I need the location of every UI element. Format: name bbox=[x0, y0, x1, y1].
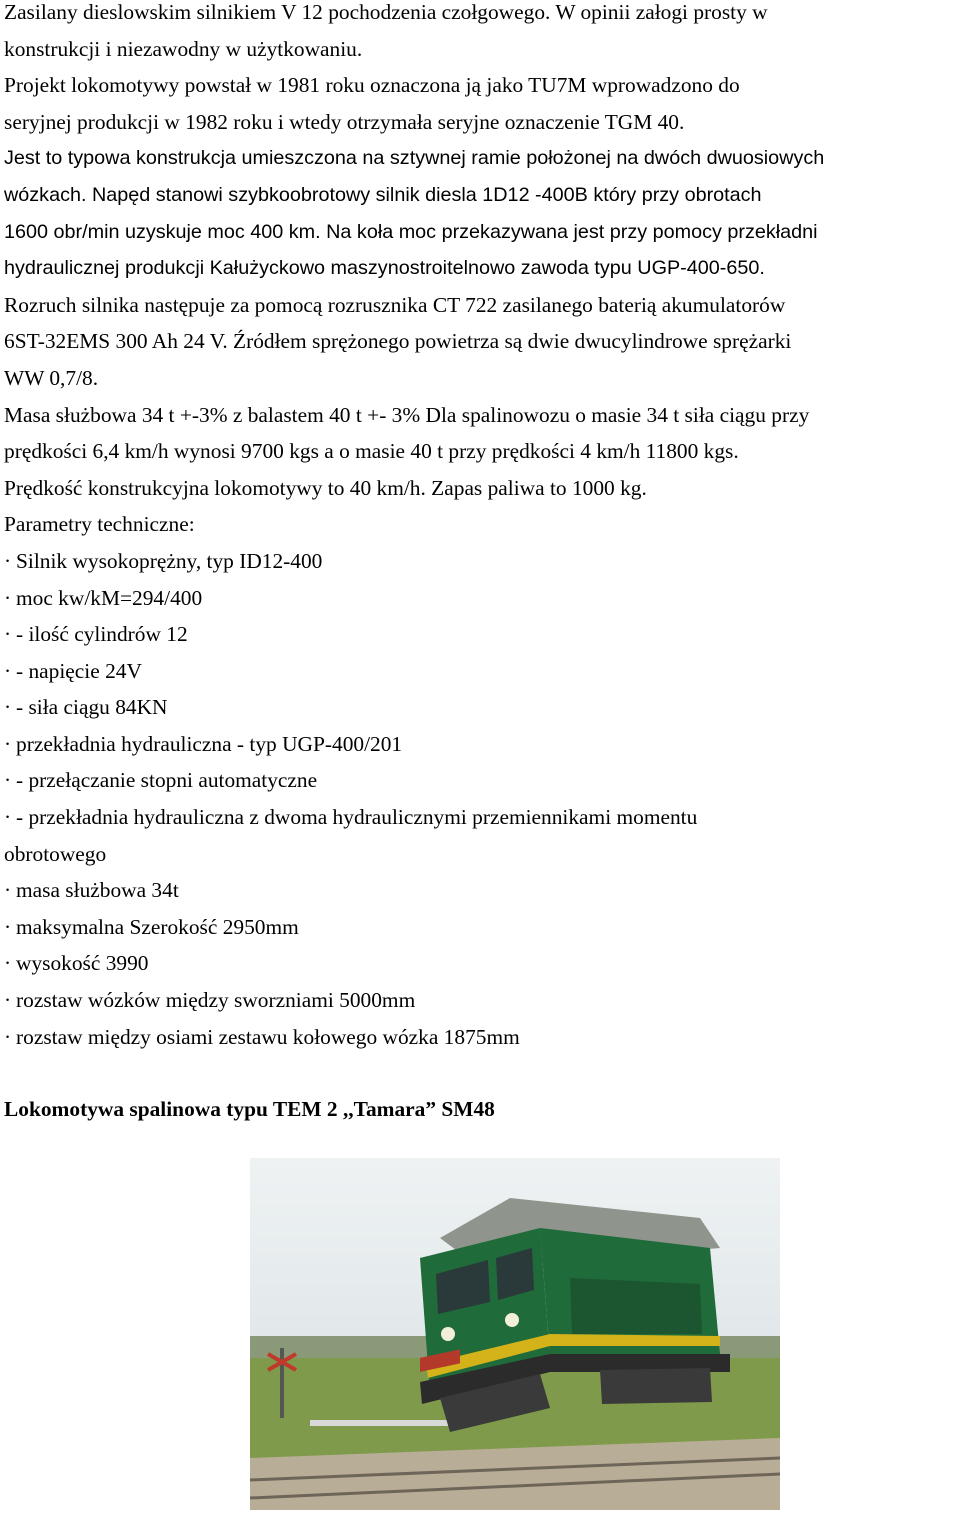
bullet-icon: · bbox=[4, 585, 12, 610]
list-item bbox=[4, 762, 956, 799]
bullet-icon: · bbox=[4, 1024, 12, 1049]
list-item-text: - napięcie 24V bbox=[16, 658, 142, 683]
list-item bbox=[4, 616, 956, 653]
bullet-icon: · bbox=[4, 988, 12, 1013]
list-item-continuation: obrotowego bbox=[4, 841, 107, 866]
hood-vents bbox=[570, 1278, 702, 1334]
bullet-icon: · bbox=[4, 951, 12, 976]
bogie bbox=[600, 1368, 712, 1404]
bullet-icon: · bbox=[4, 768, 12, 793]
locomotive-photo bbox=[250, 1158, 780, 1510]
list-item-text: - przekładnia hydrauliczna z dwoma hydraulicznymi przemiennikami momentu bbox=[16, 805, 698, 830]
text-line: wózkach. Napęd stanowi szybkoobrotowy silnik diesla 1D12 -400B który przy obrotach bbox=[4, 183, 762, 206]
list-item-text: masa służbowa 34t bbox=[16, 878, 179, 903]
text-line: Rozruch silnika następuje za pomocą rozrusznika CT 722 zasilanego baterią akumulatorów bbox=[4, 292, 786, 317]
text-line: hydraulicznej produkcji Kałużyckowo maszynostroitelnowo zawoda typu UGP-400-650. bbox=[4, 257, 765, 280]
list-item-text: maksymalna Szerokość 2950mm bbox=[16, 914, 299, 939]
bullet-icon: · bbox=[4, 658, 12, 683]
text-line: konstrukcji i niezawodny w użytkowaniu. bbox=[4, 36, 363, 61]
text-line: prędkości 6,4 km/h wynosi 9700 kgs a o masie 40 t przy prędkości 4 km/h 11800 kgs. bbox=[4, 439, 739, 464]
list-item bbox=[4, 799, 956, 836]
text-line: Jest to typowa konstrukcja umieszczona na sztywnej ramie położonej na dwóch dwuosiowych bbox=[4, 147, 825, 170]
list-item bbox=[4, 982, 956, 1019]
text-line: WW 0,7/8. bbox=[4, 365, 99, 390]
bullet-icon: · bbox=[4, 878, 12, 903]
text-line: Prędkość konstrukcyjna lokomotywy to 40 km/h. Zapas paliwa to 1000 kg. bbox=[4, 475, 647, 500]
headlight bbox=[505, 1313, 519, 1327]
bullet-icon: · bbox=[4, 805, 12, 830]
bullet-icon: · bbox=[4, 695, 12, 720]
text-line: seryjnej produkcji w 1982 roku i wtedy otrzymała seryjne oznaczenie TGM 40. bbox=[4, 109, 685, 134]
list-item-text: rozstaw między osiami zestawu kołowego wózka 1875mm bbox=[16, 1024, 520, 1049]
text-line: 1600 obr/min uzyskuje moc 400 km. Na koła moc przekazywana jest przy pomocy przekładni bbox=[4, 220, 818, 243]
list-item bbox=[4, 726, 956, 763]
bullet-icon: · bbox=[4, 548, 12, 573]
list-item-text: rozstaw wózków między sworzniami 5000mm bbox=[16, 988, 416, 1013]
list-item bbox=[4, 653, 956, 690]
list-item bbox=[4, 945, 956, 982]
bullet-icon: · bbox=[4, 914, 12, 939]
bullet-icon: · bbox=[4, 731, 12, 756]
spacer bbox=[4, 1055, 956, 1091]
sign-post bbox=[280, 1348, 284, 1418]
list-item-text: - siła ciągu 84KN bbox=[16, 695, 168, 720]
text-line: Zasilany dieslowskim silnikiem V 12 pochodzenia czołgowego. W opinii załogi prosty w bbox=[4, 0, 768, 24]
parameter-list bbox=[4, 543, 956, 1055]
list-item bbox=[4, 909, 956, 946]
headlight bbox=[441, 1327, 455, 1341]
bullet-icon: · bbox=[4, 622, 12, 647]
section-heading: Lokomotywa spalinowa typu TEM 2 ,,Tamara” SM48 bbox=[4, 1097, 495, 1122]
barrier bbox=[310, 1420, 460, 1426]
text-line: 6ST-32EMS 300 Ah 24 V. Źródłem sprężonego powietrza są dwie dwucylindrowe sprężarki bbox=[4, 329, 792, 354]
list-item-text: - ilość cylindrów 12 bbox=[16, 622, 188, 647]
text-line: Projekt lokomotywy powstał w 1981 roku oznaczona ją jako TU7M wprowadzono do bbox=[4, 73, 740, 98]
list-item bbox=[4, 543, 956, 580]
document-page bbox=[4, 0, 956, 1128]
list-item bbox=[4, 689, 956, 726]
list-item bbox=[4, 872, 956, 909]
list-item bbox=[4, 1019, 956, 1056]
list-item-text: moc kw/kM=294/400 bbox=[16, 585, 203, 610]
list-item-text: przekładnia hydrauliczna - typ UGP-400/201 bbox=[16, 731, 403, 756]
section-label: Parametry techniczne: bbox=[4, 512, 195, 537]
list-item-text: Silnik wysokoprężny, typ ID12-400 bbox=[16, 548, 323, 573]
text-line: Masa służbowa 34 t +-3% z balastem 40 t +- 3% Dla spalinowozu o masie 34 t siła ciągu przy bbox=[4, 402, 810, 427]
body-text bbox=[4, 0, 956, 543]
list-item-text: - przełączanie stopni automatyczne bbox=[16, 768, 318, 793]
list-item bbox=[4, 580, 956, 617]
list-item-text: wysokość 3990 bbox=[16, 951, 149, 976]
